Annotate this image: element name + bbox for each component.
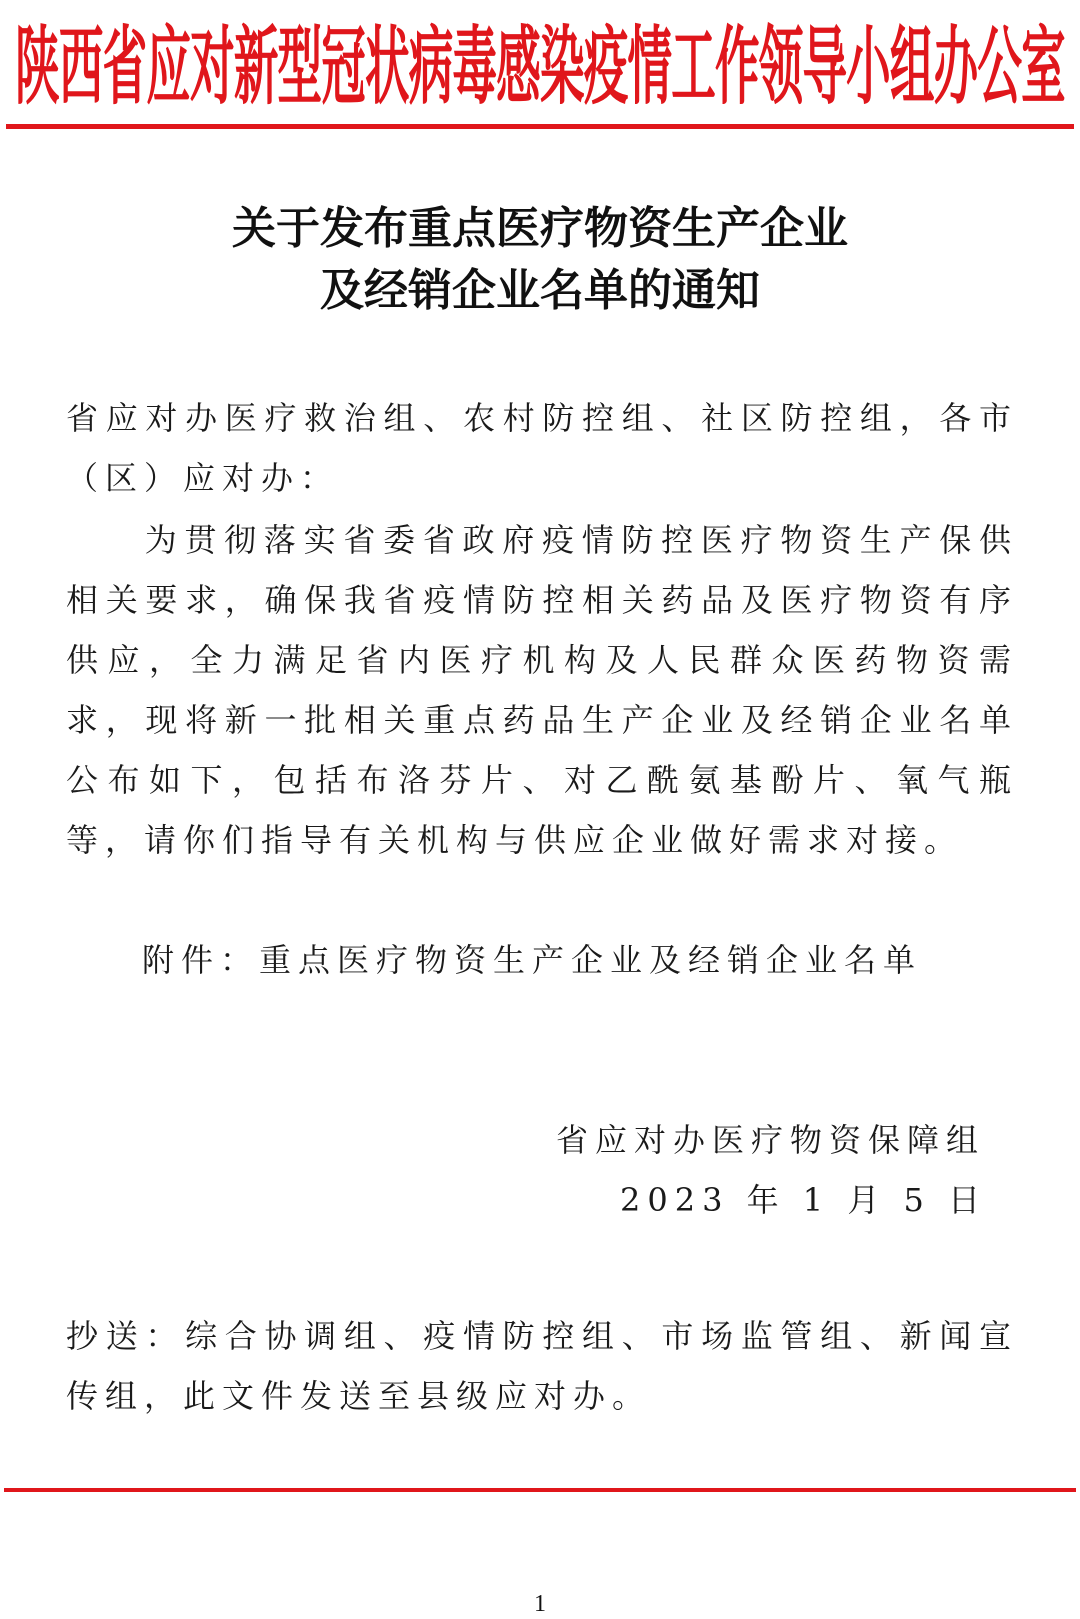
attachment-line: 附件：重点医疗物资生产企业及经销企业名单 [142,941,923,979]
body-paragraph-text: 为贯彻落实省委省政府疫情防控医疗物资生产保供相关要求，确保我省疫情防控相关药品及医疗物资有序供应，全力满足省内医疗机构及人民群众医药物资需求，现将新一批相关重点药品生产企业及经销企业名单公布如下，包括布洛芬片、对乙酰氨基酚片、氧气瓶等，请你们指导有关机构与供应企业做好需求对接。 [66,521,1018,859]
document-title-line-2: 及经销企业名单的通知 [320,265,760,316]
masthead-title: 陕西省应对新型冠状病毒感染疫情工作领导小组办公室 [15,16,1065,116]
body-paragraph [66,510,1018,870]
footer-red-rule [4,1488,1076,1492]
issuer-signature: 省应对办医疗物资保障组 [556,1121,986,1159]
masthead [0,4,1080,114]
page-number: 1 [534,1591,546,1617]
document-title [0,198,1080,322]
document-title-line-1: 关于发布重点医疗物资生产企业 [232,203,848,254]
issue-date: 2023 年 1 月 5 日 [620,1181,988,1219]
cc-line: 抄送：综合协调组、疫情防控组、市场监管组、新闻宣传组，此文件发送至县级应对办。 [66,1317,1018,1415]
masthead-red-rule [6,124,1074,129]
addressee: 省应对办医疗救治组、农村防控组、社区防控组，各市（区）应对办： [66,399,1018,497]
